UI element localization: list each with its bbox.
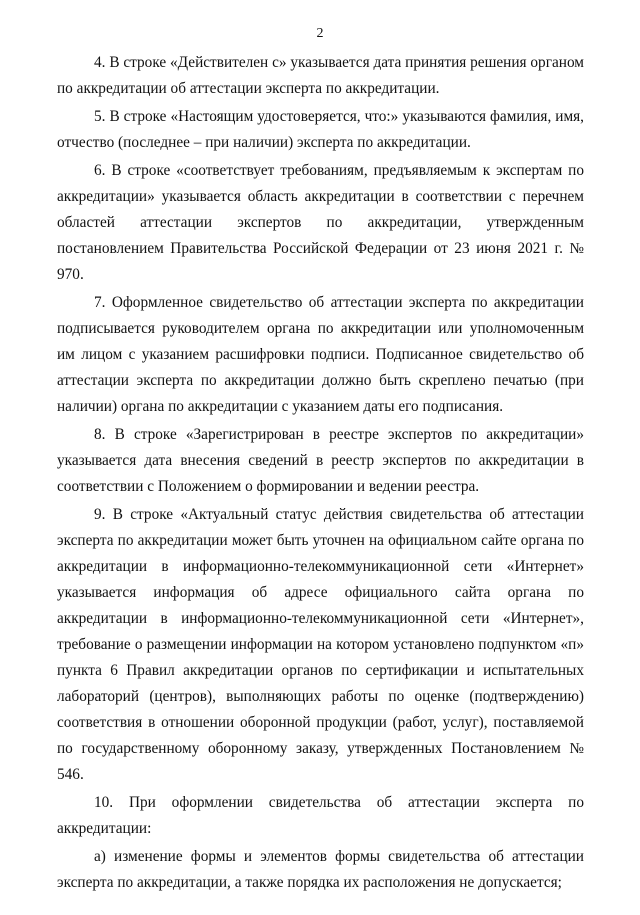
document-body [57, 50, 584, 898]
paragraph-10: 10. При оформлении свидетельства об аттестации эксперта по аккредитации: [57, 794, 584, 837]
paragraph-4: 4. В строке «Действителен с» указывается дата принятия решения органом по аккредитации об аттестации эксперта по аккредитации. [57, 54, 584, 97]
paragraph-9: 9. В строке «Актуальный статус действия свидетельства об аттестации эксперта по аккредитации может быть уточнен на официальном сайте органа по аккредитации в информационно-телекоммуникационной сети «Интернет» указывается информация об адресе официального сайта органа по аккредитации в информационно-телекоммуникационной сети «Интернет», требование о размещении информации на котором установлено подпунктом «п» пункта 6 Правил аккредитации органов по сертификации и испытательных лабораторий (центров), выполняющих работы по оценке (подтверждению) соответствия в отношении оборонной продукции (работ, услуг), поставляемой по государственному оборонному заказу, утвержденных Постановлением № 546. [57, 506, 584, 783]
paragraph-5: 5. В строке «Настоящим удостоверяется, что:» указываются фамилия, имя, отчество (последнее – при наличии) эксперта по аккредитации. [57, 108, 584, 151]
paragraph-10a: а) изменение формы и элементов формы свидетельства об аттестации эксперта по аккредитации, а также порядка их расположения не допускается; [57, 848, 584, 891]
paragraph-7: 7. Оформленное свидетельство об аттестации эксперта по аккредитации подписывается руководителем органа по аккредитации или уполномоченным им лицом с указанием расшифровки подписи. Подписанное свидетельство об аттестации эксперта по аккредитации должно быть скреплено печатью (при наличии) органа по аккредитации с указанием даты его подписания. [57, 294, 584, 415]
paragraph-8: 8. В строке «Зарегистрирован в реестре экспертов по аккредитации» указывается дата внесения сведений в реестр экспертов по аккредитации в соответствии с Положением о формировании и ведении реестра. [57, 426, 584, 495]
paragraph-6: 6. В строке «соответствует требованиям, предъявляемым к экспертам по аккредитации» указывается область аккредитации в соответствии с перечнем областей аттестации экспертов по аккредитации, утвержденным постановлением Правительства Российской Федерации от 23 июня 2021 г. № 970. [57, 162, 584, 283]
page-number: 2 [316, 26, 324, 41]
